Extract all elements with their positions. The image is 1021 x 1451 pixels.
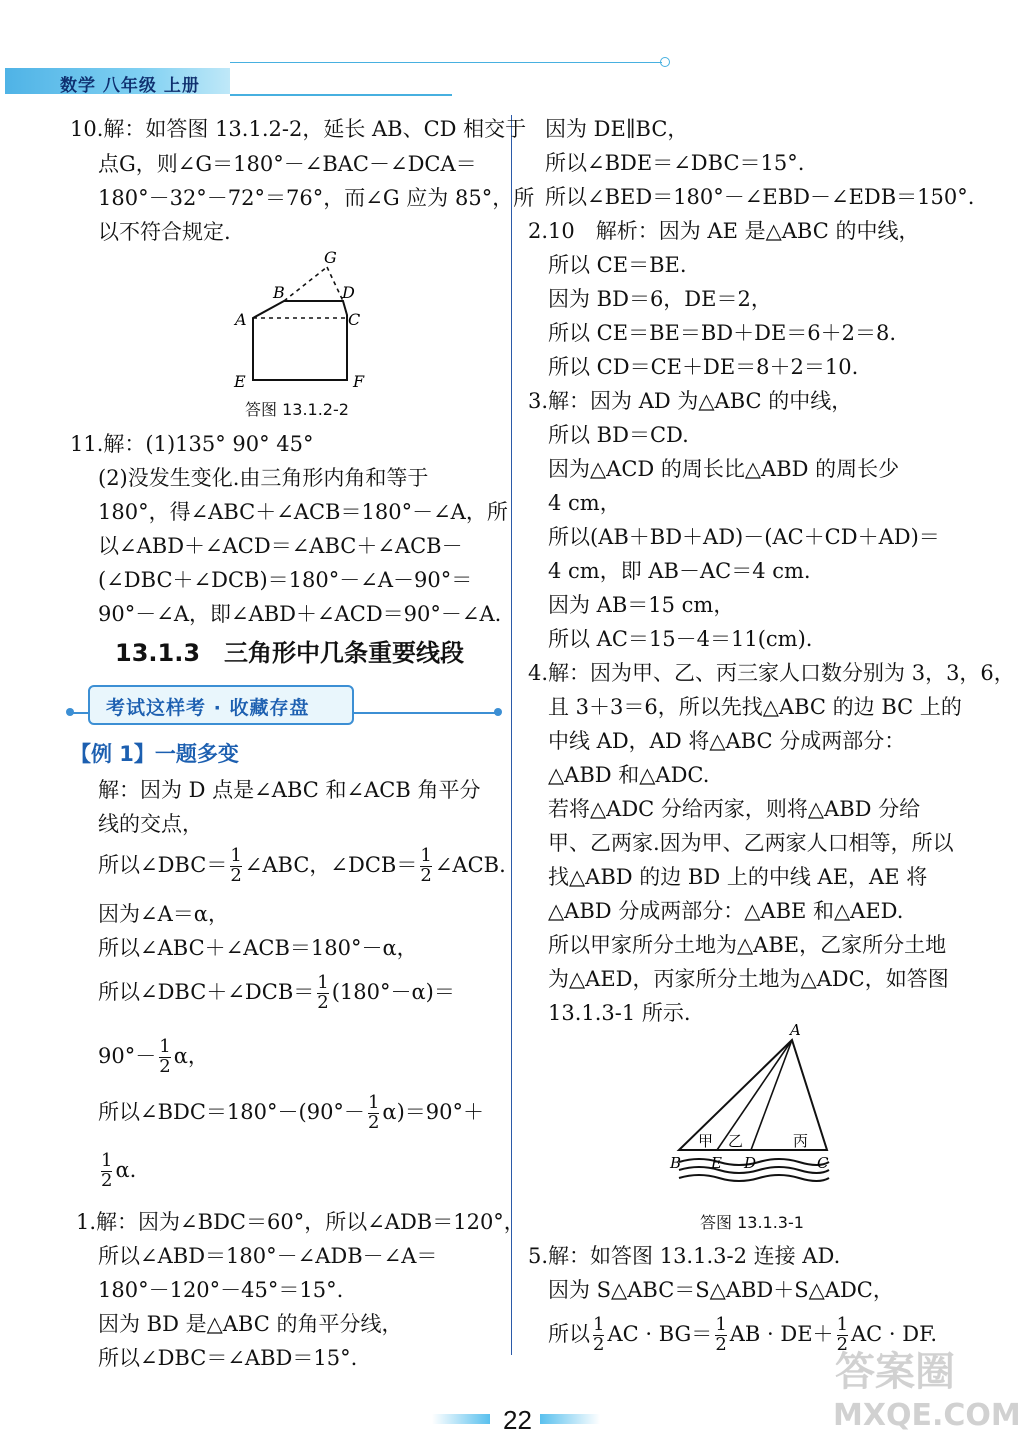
- frac-num: 1: [159, 1036, 171, 1057]
- q1-line-3: 180°－120°－45°＝15°.: [98, 1278, 344, 1302]
- q11-line-2: (2)没发生变化.由三角形内角和等于: [98, 466, 429, 490]
- fraction-half: [715, 1316, 726, 1355]
- q4-line-6: 甲、乙两家.因为甲、乙两家人口相等，所以: [548, 831, 954, 855]
- q3-line-2: 所以 BD＝CD.: [548, 423, 689, 447]
- q4-line-11: 13.1.3-1 所示.: [548, 1001, 691, 1025]
- ex-line-7: [98, 1038, 209, 1077]
- frac-den: 2: [230, 864, 242, 886]
- q1-line-2: 所以∠ABD＝180°－∠ADB－∠A＝: [98, 1244, 438, 1268]
- frac-num: 1: [836, 1314, 849, 1335]
- q5-line-3-a: 所以: [548, 1321, 590, 1346]
- q3-line-6: 4 cm，即 AB－AC＝4 cm.: [548, 559, 811, 583]
- frac-den: 2: [836, 1333, 849, 1355]
- q11-line-5: (∠DBC＋∠DCB)＝180°－∠A－90°＝: [98, 568, 473, 592]
- q10-line-1: 10.解：如答图 13.1.2-2，延长 AB、CD 相交于: [70, 117, 527, 141]
- frac-den: 2: [101, 1169, 113, 1191]
- header-dot: [660, 57, 670, 67]
- watermark-logo: [815, 1340, 1021, 1448]
- q4-line-3: 中线 AD，AD 将△ABC 分成两部分：: [548, 729, 906, 753]
- cont-line-1: 因为 DE∥BC，: [545, 117, 689, 141]
- fig1-label-b: B: [273, 283, 285, 302]
- ex-line-8: [98, 1094, 484, 1133]
- fig1-label-f: F: [353, 372, 365, 391]
- frac-den: 2: [159, 1055, 171, 1077]
- ex-line-3-a: 所以∠DBC＝: [98, 852, 228, 877]
- exam-rule-dot-right: [494, 708, 502, 716]
- q4-line-8: △ABD 分成两部分：△ABE 和△AED.: [548, 899, 904, 923]
- frac-den: 2: [715, 1333, 727, 1355]
- q2-line-3: 因为 BD＝6，DE＝2，: [548, 287, 772, 311]
- footer-bar-left: [432, 1414, 490, 1424]
- q3-line-1: 3.解：因为 AD 为△ABC 的中线，: [528, 389, 853, 413]
- frac-den: 2: [317, 991, 329, 1013]
- ex-line-9: [98, 1152, 136, 1191]
- ex-line-7-b: α，: [173, 1043, 209, 1068]
- q3-line-7: 因为 AB＝15 cm，: [548, 593, 735, 617]
- exam-banner: [88, 685, 354, 725]
- example-title: 【例 1】一题多变: [70, 742, 239, 766]
- ex-line-8-b: α)＝90°＋: [382, 1099, 484, 1124]
- fraction-half: [368, 1094, 379, 1133]
- q5-line-1: 5.解：如答图 13.1.3-2 连接 AD.: [528, 1244, 841, 1268]
- frac-den: 2: [367, 1111, 380, 1133]
- fraction-half: [593, 1316, 604, 1355]
- frac-num: 1: [367, 1092, 380, 1113]
- section-title: 13.1.3 三角形中几条重要线段: [115, 639, 465, 667]
- q5-line-3-d: AC · DF.: [851, 1321, 938, 1346]
- fig1-label-d: D: [342, 283, 355, 302]
- frac-num: 1: [230, 845, 242, 866]
- ex-line-3: [98, 847, 506, 886]
- book-title: 数学 八年级 上册: [60, 76, 200, 96]
- cont-line-3: 所以∠BED＝180°－∠EBD－∠EDB＝150°.: [545, 185, 975, 209]
- frac-num: 1: [101, 1150, 113, 1171]
- ex-line-6-a: 所以∠DBC＋∠DCB＝: [98, 979, 315, 1004]
- q1-line-4: 因为 BD 是△ABC 的角平分线，: [98, 1312, 403, 1336]
- q2-line-1: 2.10 解析：因为 AE 是△ABC 的中线，: [528, 219, 920, 243]
- column-divider: [511, 115, 512, 1355]
- header-rule: [230, 62, 662, 63]
- q1-line-1: 1.解：因为∠BDC＝60°，所以∠ADB＝120°，: [76, 1210, 525, 1234]
- ex-line-1: 解：因为 D 点是∠ABC 和∠ACB 角平分: [98, 778, 481, 802]
- exam-banner-text: 考试这样考 · 收藏存盘: [106, 697, 310, 719]
- fig2-label-a: A: [790, 1021, 801, 1039]
- q10-line-4: 以不符合规定.: [98, 220, 231, 244]
- header-rule-lower: [230, 94, 452, 96]
- ex-line-8-a: 所以∠BDC＝180°－(90°－: [98, 1099, 365, 1124]
- fig2-label-d: D: [744, 1154, 757, 1172]
- fig2-caption: 答图 13.1.3-1: [700, 1213, 804, 1232]
- fig1-caption: 答图 13.1.2-2: [245, 400, 349, 419]
- q4-line-2: 且 3＋3＝6，所以先找△ABC 的边 BC 上的: [548, 695, 962, 719]
- q5-line-3-b: AC · BG＝: [607, 1321, 713, 1346]
- frac-den: 2: [593, 1333, 605, 1355]
- q4-line-9: 所以甲家所分土地为△ABE，乙家所分土地: [548, 933, 947, 957]
- cont-line-2: 所以∠BDE＝∠DBC＝15°.: [545, 151, 805, 175]
- exam-rule-dot-left: [66, 708, 74, 716]
- q11-line-1: 11.解：(1)135° 90° 45°: [70, 432, 314, 456]
- fig2-label-c: C: [817, 1154, 829, 1172]
- q5-line-2: 因为 S△ABC＝S△ABD＋S△ADC，: [548, 1278, 894, 1302]
- frac-num: 1: [715, 1314, 727, 1335]
- fig1-label-e: E: [234, 372, 246, 391]
- fig1-label-a: A: [235, 310, 247, 329]
- q4-line-10: 为△AED，丙家所分土地为△ADC，如答图: [548, 967, 949, 991]
- frac-num: 1: [593, 1314, 605, 1335]
- frac-num: 1: [420, 845, 432, 866]
- q3-line-4: 4 cm，: [548, 491, 621, 515]
- figure-13-1-3-1: [665, 1018, 840, 1203]
- ex-line-9-a: α.: [115, 1157, 137, 1182]
- q1-line-5: 所以∠DBC＝∠ABD＝15°.: [98, 1346, 358, 1370]
- q11-line-4: 以∠ABD＋∠ACD＝∠ABC＋∠ACB－: [98, 534, 463, 558]
- fraction-half: [420, 847, 431, 886]
- page-header: [0, 58, 680, 98]
- fig1-label-g: G: [324, 248, 337, 267]
- ex-line-6-b: (180°－α)＝: [331, 979, 455, 1004]
- page-number: 22: [503, 1405, 532, 1435]
- fig2-label-jia: 甲: [698, 1132, 714, 1150]
- footer-bar-right: [540, 1414, 600, 1424]
- fraction-half: [230, 847, 241, 886]
- q4-line-4: △ABD 和△ADC.: [548, 763, 710, 787]
- watermark-text-cn: 答案圈: [835, 1349, 955, 1395]
- q11-line-6: 90°－∠A，即∠ABD＋∠ACD＝90°－∠A.: [98, 602, 502, 626]
- fig2-label-b: B: [670, 1154, 682, 1172]
- ex-line-6: [98, 974, 455, 1013]
- q2-line-2: 所以 CE＝BE.: [548, 253, 687, 277]
- fig2-label-yi: 乙: [728, 1132, 744, 1150]
- figure-13-1-2-2: [225, 245, 375, 395]
- frac-num: 1: [317, 972, 329, 993]
- ex-line-5: 所以∠ABC＋∠ACB＝180°－α，: [98, 936, 418, 960]
- q5-line-3-c: AB · DE＋: [729, 1321, 834, 1346]
- q4-line-5: 若将△ADC 分给丙家，则将△ABD 分给: [548, 797, 921, 821]
- q4-line-1: 4.解：因为甲、乙、丙三家人口数分别为 3，3，6，: [528, 661, 1015, 685]
- ex-line-7-a: 90°－: [98, 1043, 157, 1068]
- ex-line-2: 线的交点，: [98, 812, 203, 836]
- q3-line-8: 所以 AC＝15－4＝11(cm).: [548, 627, 813, 651]
- fraction-half: [101, 1152, 112, 1191]
- q3-line-3: 因为△ACD 的周长比△ABD 的周长少: [548, 457, 900, 481]
- q4-line-7: 找△ABD 的边 BD 上的中线 AE，AE 将: [548, 865, 928, 889]
- q11-line-3: 180°，得∠ABC＋∠ACB＝180°－∠A，所: [98, 500, 508, 524]
- fig2-label-e: E: [711, 1154, 722, 1172]
- q10-line-3: 180°－32°－72°＝76°，而∠G 应为 85°，所: [98, 186, 535, 210]
- q2-line-4: 所以 CE＝BE＝BD＋DE＝6＋2＝8.: [548, 321, 897, 345]
- fraction-half: [317, 974, 328, 1013]
- q2-line-5: 所以 CD＝CE＋DE＝8＋2＝10.: [548, 355, 859, 379]
- fig2-label-bing: 丙: [793, 1132, 809, 1150]
- fraction-half: [159, 1038, 170, 1077]
- ex-line-4: 因为∠A＝α，: [98, 902, 229, 926]
- ex-line-3-b: ∠ABC，∠DCB＝: [244, 852, 418, 877]
- ex-line-3-c: ∠ACB.: [434, 852, 506, 877]
- frac-den: 2: [420, 864, 432, 886]
- q10-line-2: 点G，则∠G＝180°－∠BAC－∠DCA＝: [98, 152, 477, 176]
- fig1-label-c: C: [348, 310, 361, 329]
- watermark-text-url: MXQE.COM: [833, 1398, 1021, 1433]
- q3-line-5: 所以(AB＋BD＋AD)－(AC＋CD＋AD)＝: [548, 525, 940, 549]
